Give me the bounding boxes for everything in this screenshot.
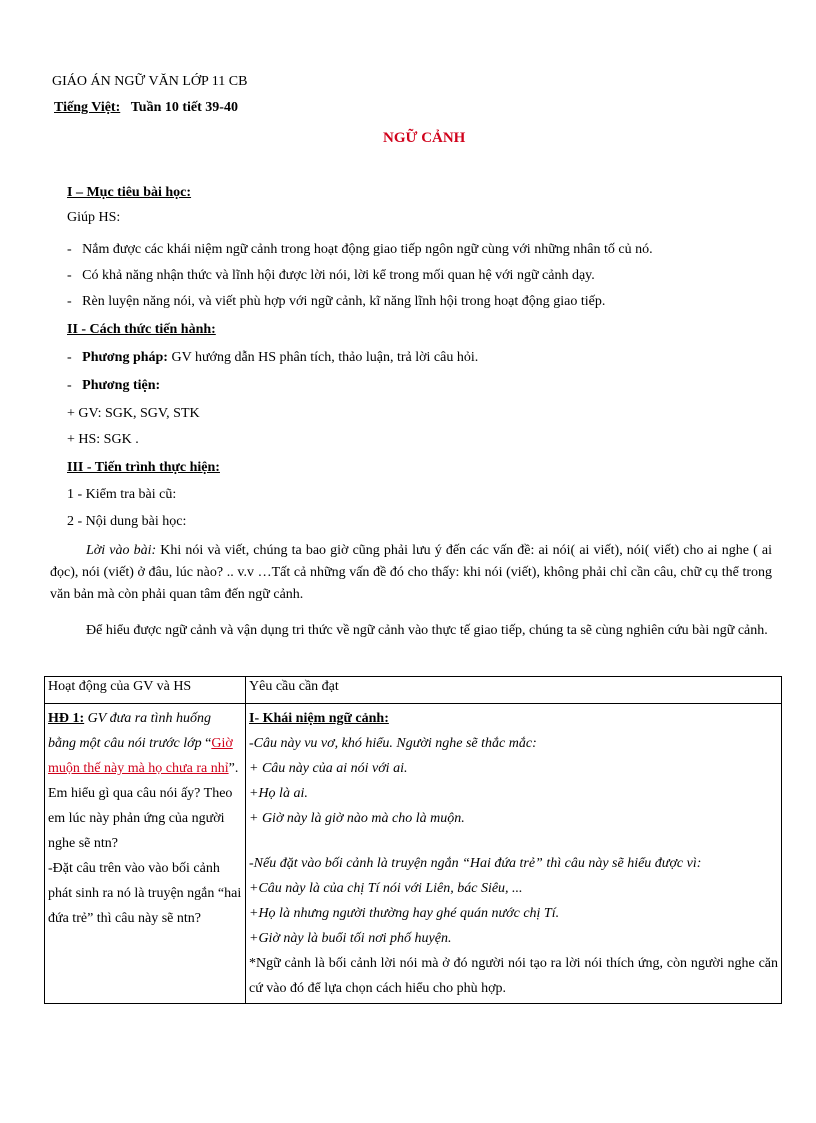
section1-item-1: - Nắm được các khái niệm ngữ cảnh trong hoạt động giao tiếp ngôn ngữ cùng với những nhân tố củ nó. — [67, 242, 653, 257]
means-label: Phương tiện: — [82, 378, 161, 393]
section2-means: - Phương tiện: — [67, 378, 161, 393]
answer-a-4: + Giờ này là giờ nào mà cho là muộn. — [249, 811, 465, 826]
section2-heading: II - Cách thức tiến hành: — [67, 322, 216, 337]
answer-b-1: -Nếu đặt vào bối cảnh là truyện ngắn “Hai đứa trẻ” thì câu này sẽ hiểu được vì: — [249, 856, 702, 871]
section1-item-2: - Có khả năng nhận thức và lĩnh hội được lời nói, lời kể trong mối quan hệ với ngữ cảnh dạy. — [67, 268, 595, 283]
answer-b-3: +Họ là nhưng người thường hay ghé quán nước chị Tí. — [249, 906, 560, 921]
hd1-question: . Em hiểu gì qua câu nói ấy? Theo em lúc này phản ứng của người nghe sẽ ntn? — [48, 761, 239, 851]
activities-cell — [45, 704, 246, 1004]
answer-a-3: +Họ là ai. — [249, 786, 308, 801]
quote-open: “ — [205, 736, 212, 751]
section1-item-3: - Rèn luyện năng nói, và viết phù hợp với ngữ cảnh, kĩ năng lĩnh hội trong hoạt động giao tiếp. — [67, 294, 606, 309]
concept-heading: I- Khái niệm ngữ cảnh: — [249, 711, 389, 726]
intro-text: Khi nói và viết, chúng ta bao giờ cũng phải lưu ý đến các vấn đề: ai nói( ai viết), nói( viết) cho ai nghe ( ai đọc), nói (viết) ở đâu, lúc nào? .. v.v …Tất cả những vấn đề đó cho thấy: khi nói (viết), không phải chỉ cần câu, chữ cụ thể trong văn bản mà còn phải quan tâm đến ngữ cảnh. — [50, 543, 772, 602]
method-text: GV hướng dẫn HS phân tích, thảo luận, trả lời câu hỏi. — [167, 350, 479, 365]
answer-a-1: -Câu này vu vơ, khó hiểu. Người nghe sẽ thắc mắc: — [249, 736, 537, 751]
section2-method: - Phương pháp: GV hướng dẫn HS phân tích, thảo luận, trả lời câu hỏi. — [67, 350, 479, 365]
section1-heading: I – Mục tiêu bài học: — [67, 185, 192, 200]
activity-table — [44, 676, 782, 1004]
subject-label: Tiếng Việt: — [54, 100, 121, 115]
intro-label: Lời vào bài: — [86, 543, 157, 558]
hd1-question-2: -Đặt câu trên vào vào bối cảnh phát sinh ra nó là truyện ngắn “hai đứa trẻ” thì câu này sẽ ntn? — [48, 861, 242, 926]
hd1-text: GV đưa ra tình huống bằng một câu nói trước lớp — [48, 711, 211, 751]
section3-step2: 2 - Nội dung bài học: — [67, 514, 187, 529]
doc-header-line2 — [54, 98, 238, 118]
answer-a-2: + Câu này của ai nói với ai. — [249, 761, 408, 776]
table-header-activities: Hoạt động của GV và HS — [45, 677, 246, 704]
answer-b-2: +Câu này là của chị Tí nói với Liên, bác Siêu, ... — [249, 881, 523, 896]
intro-paragraph — [50, 540, 772, 606]
example-quote: Giờ muộn thế này mà họ chưa ra nhỉ — [48, 736, 233, 776]
section1-item-3-text: Rèn luyện năng nói, và viết phù hợp với ngữ cảnh, kĩ năng lĩnh hội trong hoạt động giao tiếp. — [82, 294, 606, 309]
section1-intro: Giúp HS: — [67, 210, 121, 225]
table-header-row — [45, 677, 782, 704]
spacer — [249, 831, 778, 851]
section2-gv: + GV: SGK, SGV, STK — [67, 406, 200, 421]
requirements-cell — [246, 704, 782, 1004]
hd1-label: HĐ 1: — [48, 711, 85, 726]
table-row — [45, 704, 782, 1004]
table-header-requirements: Yêu cầu cần đạt — [246, 677, 782, 704]
section2-hs: + HS: SGK . — [67, 432, 139, 447]
section3-step1: 1 - Kiểm tra bài cũ: — [67, 487, 177, 502]
section1-item-1-text: Nắm được các khái niệm ngữ cảnh trong hoạt động giao tiếp ngôn ngữ cùng với những nhân tố củ nó. — [82, 242, 653, 257]
quote-close: ” — [228, 761, 235, 776]
purpose-paragraph: Để hiểu được ngữ cảnh và vận dụng tri thức về ngữ cảnh vào thực tế giao tiếp, chúng ta sẽ cùng nghiên cứu bài ngữ cảnh. — [86, 623, 768, 638]
concept-conclusion: *Ngữ cảnh là bối cảnh lời nói mà ở đó người nói tạo ra lời nói thích ứng, còn người nghe căn cứ vào đó để lựa chọn cách hiểu cho phù hợp. — [249, 956, 778, 996]
doc-header-line1: GIÁO ÁN NGỮ VĂN LỚP 11 CB — [52, 74, 248, 89]
page-title: NGỮ CẢNH — [383, 130, 466, 146]
week-label: Tuần 10 tiết 39-40 — [130, 100, 238, 115]
section3-heading: III - Tiến trình thực hiện: — [67, 460, 220, 475]
method-label: Phương pháp: — [82, 350, 168, 365]
section1-item-2-text: Có khả năng nhận thức và lĩnh hội được lời nói, lời kể trong mối quan hệ với ngữ cảnh dạy. — [82, 268, 595, 283]
answer-b-4: +Giờ này là buổi tối nơi phố huyện. — [249, 931, 452, 946]
